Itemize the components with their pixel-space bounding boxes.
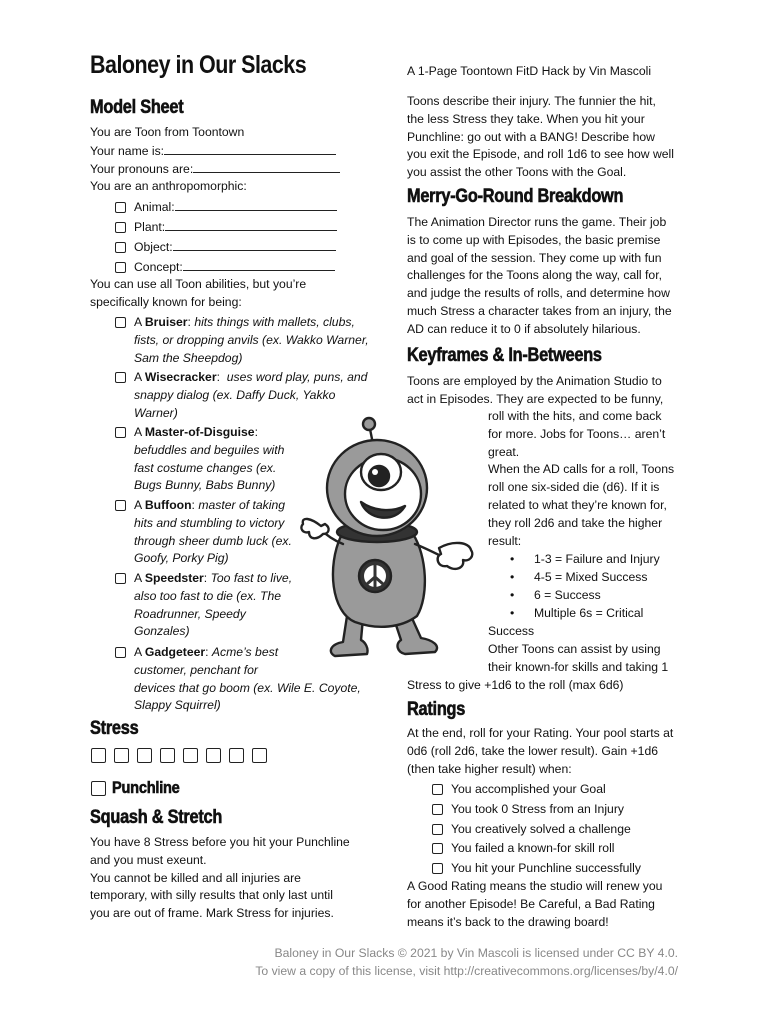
text-line: Success [488, 624, 535, 638]
squash-heading: Squash & Stretch [90, 807, 223, 828]
article: A [134, 370, 145, 384]
stress-box[interactable] [114, 748, 129, 763]
option-animal[interactable] [115, 198, 337, 217]
ratings-body [407, 725, 673, 778]
ability-desc: devices that go boom (ex. Wile E. Coyote, [134, 680, 361, 695]
ability-name: Speedster [144, 571, 204, 585]
ability-desc: uses word play, puns, and [226, 370, 368, 384]
stress-box[interactable] [91, 748, 106, 763]
article: A [134, 425, 145, 439]
rating-item[interactable] [432, 781, 606, 799]
rating-label: You took 0 Stress from an Injury [451, 802, 624, 816]
ability-desc: master of taking [198, 498, 286, 512]
text-line: roll with the hits, and come back [488, 409, 662, 423]
ability-desc: Roadrunner, Speedy [134, 606, 246, 621]
article: A [134, 498, 145, 512]
pronouns-blank[interactable] [193, 160, 340, 173]
text-line: great. [488, 444, 520, 459]
stress-box[interactable] [252, 748, 267, 763]
text-line: you exit the Episode, and roll 1d6 to see how well [407, 147, 674, 162]
result-item: • 4-5 = Mixed Success [510, 570, 648, 584]
ability-name: Master-of-Disguise [144, 425, 255, 439]
stress-box[interactable] [229, 748, 244, 763]
text-line: means it’s back to the drawing board! [407, 914, 609, 929]
left-glove-icon [301, 519, 328, 538]
ability-desc: Slappy Squirrel) [134, 698, 221, 713]
stress-box[interactable] [206, 748, 221, 763]
pronouns-field-row [90, 160, 340, 179]
right-glove-icon [438, 543, 473, 569]
merry-body [407, 214, 672, 339]
result-text: Multiple 6s = Critical [534, 606, 644, 620]
rating-label: You creatively solved a challenge [451, 822, 631, 836]
checkbox[interactable] [115, 317, 126, 328]
page-subtitle: A 1-Page Toontown FitD Hack by Vin Mascoli [407, 64, 652, 78]
page-title: Baloney in Our Slacks [90, 51, 307, 79]
ratings-closing [407, 878, 662, 931]
article: A [134, 645, 145, 659]
known-for-line2: specifically known for being: [90, 295, 242, 309]
checkbox[interactable] [115, 427, 126, 438]
ability-name: Bruiser [144, 315, 188, 329]
checkbox[interactable] [115, 372, 126, 383]
squash-line: You cannot be killed and all injuries are [90, 870, 301, 885]
text-line: the less Stress they take. When you hit your [407, 111, 645, 126]
separator: : [191, 498, 199, 512]
punchline-label: Punchline [112, 778, 180, 797]
checkbox[interactable] [115, 647, 126, 658]
result-text: 6 = Success [534, 588, 601, 602]
rating-item[interactable] [432, 840, 614, 858]
text-line: and goal of the session. They come up with fun [407, 250, 662, 265]
rating-item[interactable] [432, 821, 631, 839]
squash-line: temporary, with silly results that only last until [90, 888, 333, 903]
option-blank[interactable] [175, 198, 337, 211]
separator: : [203, 571, 211, 585]
text-line: is to come up with Episodes, the basic premise [407, 232, 661, 247]
text-line: A Good Rating means the studio will renew you [407, 879, 663, 893]
ability-name: Buffoon [144, 498, 192, 512]
stress-box[interactable] [137, 748, 152, 763]
keyframes-heading: Keyframes & In-Betweens [407, 345, 602, 366]
ability-desc: befuddles and beguiles with [134, 442, 285, 457]
option-blank[interactable] [183, 258, 335, 271]
result-text: 4-5 = Mixed Success [534, 570, 648, 584]
keyframes-after [488, 623, 668, 676]
checkbox[interactable] [115, 262, 126, 273]
squash-line: You have 8 Stress before you hit your Punchline [90, 835, 350, 849]
alien-toon-mascot [297, 416, 477, 666]
ability-desc: customer, penchant for [134, 662, 258, 677]
ability-desc: hits and stumbling to victory [134, 515, 285, 530]
checkbox[interactable] [115, 202, 126, 213]
punchline-row[interactable] [91, 776, 191, 800]
text-line: result: [488, 533, 522, 548]
ability-desc: fists, or dropping anvils (ex. Wakko Warner, [134, 332, 369, 347]
anthro-label: You are an anthropomorphic: [90, 179, 247, 193]
text-line: Toons are employed by the Animation Studio to [407, 374, 662, 388]
result-text: 1-3 = Failure and Injury [534, 552, 660, 566]
text-line: for more. Jobs for Toons… aren’t [488, 426, 666, 441]
checkbox[interactable] [115, 242, 126, 253]
stress-box[interactable] [183, 748, 198, 763]
license-line-1: Baloney in Our Slacks © 2021 by Vin Mascoli is licensed under CC BY 4.0. [274, 946, 678, 960]
ability-desc: Sam the Sheepdog) [134, 350, 243, 365]
stress-track [91, 748, 275, 766]
ability-desc: Goofy, Porky Pig) [134, 551, 229, 566]
squash-line: and you must exeunt. [90, 852, 207, 867]
ability-desc: Too fast to live, [210, 571, 293, 585]
text-line: Punchline: go out with a BANG! Describe how [407, 129, 655, 144]
option-blank[interactable] [165, 218, 337, 231]
keyframes-wrapped [488, 408, 674, 550]
checkbox[interactable] [432, 804, 443, 815]
rating-label: You accomplished your Goal [451, 782, 606, 796]
rating-item[interactable] [432, 860, 641, 878]
ability-desc: Warner) [134, 405, 178, 420]
option-label: Concept: [134, 260, 183, 274]
rating-label: You hit your Punchline successfully [451, 861, 641, 875]
checkbox[interactable] [115, 500, 126, 511]
checkbox[interactable] [115, 222, 126, 233]
text-line: AD can reduce it to 0 if absolutely hilarious. [407, 321, 641, 336]
stress-box[interactable] [160, 748, 175, 763]
text-line: When the AD calls for a roll, Toons [488, 462, 675, 477]
checkbox[interactable] [432, 784, 443, 795]
separator: : [187, 315, 195, 329]
license-line-2: To view a copy of this license, visit http://creativecommons.org/licenses/by/4.0/ [255, 964, 678, 978]
option-object[interactable] [115, 238, 336, 257]
separator: : [254, 425, 258, 439]
ability-desc: also too fast to die (ex. The [134, 588, 282, 603]
squash-body [90, 834, 350, 923]
text-line: 0d6 (roll 2d6, take the lower result). Gain +1d6 [407, 743, 658, 758]
ability-desc: through sheer dumb luck (ex. [134, 533, 292, 548]
article: A [134, 315, 145, 329]
text-line: act in Episodes. They are expected to be funny, [407, 391, 664, 406]
rating-item[interactable] [432, 801, 624, 819]
result-item: • 6 = Success [510, 588, 601, 602]
ability-name: Gadgeteer [144, 645, 206, 659]
antenna-ball-icon [363, 418, 375, 430]
ability-desc: Gonzales) [134, 624, 190, 639]
ability-desc: Bugs Bunny, Babs Bunny) [134, 478, 276, 493]
text-line: Toons describe their injury. The funnier the hit, [407, 94, 656, 108]
option-blank[interactable] [173, 238, 336, 251]
checkbox[interactable] [115, 573, 126, 584]
text-line: their known-for skills and taking 1 [488, 659, 669, 674]
checkbox[interactable] [432, 863, 443, 874]
option-label: Object: [134, 240, 173, 254]
result-item: • 1-3 = Failure and Injury [510, 552, 660, 566]
keyframes-intro [407, 373, 663, 409]
injury-paragraph [407, 93, 674, 182]
ratings-heading: Ratings [407, 699, 466, 720]
text-line: Other Toons can assist by using [488, 641, 661, 656]
text-line: and judge the results of rolls, and determine how [407, 286, 670, 301]
checkbox[interactable] [432, 843, 443, 854]
ability-desc: snappy dialog (ex. Daffy Duck, Yakko [134, 387, 336, 402]
separator: : [216, 370, 227, 384]
pronouns-label: Your pronouns are: [90, 162, 194, 176]
keyframes-last-line: Stress to give +1d6 to the roll (max 6d6) [407, 678, 624, 692]
text-line: The Animation Director runs the game. Their job [407, 215, 667, 229]
text-line: they roll 2d6 and take the higher [488, 515, 663, 530]
model-sheet-heading: Model Sheet [90, 97, 184, 118]
ability-name: Wisecracker [144, 370, 217, 384]
squash-line: you are out of frame. Mark Stress for injuries. [90, 906, 334, 921]
text-line: you assist the other Toons with the Goal. [407, 165, 627, 180]
text-line: much Stress a character takes from an injury, the [407, 303, 672, 318]
option-concept[interactable] [115, 258, 335, 277]
name-blank[interactable] [164, 142, 336, 155]
article: A [134, 571, 145, 585]
checkbox[interactable] [432, 824, 443, 835]
separator: : [205, 645, 212, 659]
text-line: related to what they’re known for, [488, 497, 667, 512]
name-field-row [90, 142, 336, 161]
ability-desc: Acme’s best [211, 645, 279, 659]
text-line: roll one six-sided die (d6). If it is [488, 480, 660, 495]
name-label: Your name is: [90, 144, 165, 158]
stress-heading: Stress [90, 718, 139, 739]
punchline-checkbox[interactable] [91, 781, 106, 796]
text-line: At the end, roll for your Rating. Your pool starts at [407, 726, 674, 740]
option-plant[interactable] [115, 218, 337, 237]
text-line: challenges for the Toons along the way, call for, [407, 268, 662, 283]
rating-label: You failed a known-for skill roll [451, 841, 615, 855]
text-line: (then take higher result) when: [407, 761, 572, 776]
model-sheet-intro: You are Toon from Toontown [90, 125, 245, 139]
option-label: Animal: [134, 200, 175, 214]
text-line: for another Episode! Be Careful, a Bad Rating [407, 896, 655, 911]
ability-desc: fast costume changes (ex. [134, 460, 277, 475]
result-item: • Multiple 6s = Critical [510, 606, 644, 620]
option-label: Plant: [134, 220, 166, 234]
merry-heading: Merry-Go-Round Breakdown [407, 186, 624, 207]
ability-desc: hits things with mallets, clubs, [194, 315, 355, 329]
known-for-line1: You can use all Toon abilities, but you’re [90, 277, 307, 291]
